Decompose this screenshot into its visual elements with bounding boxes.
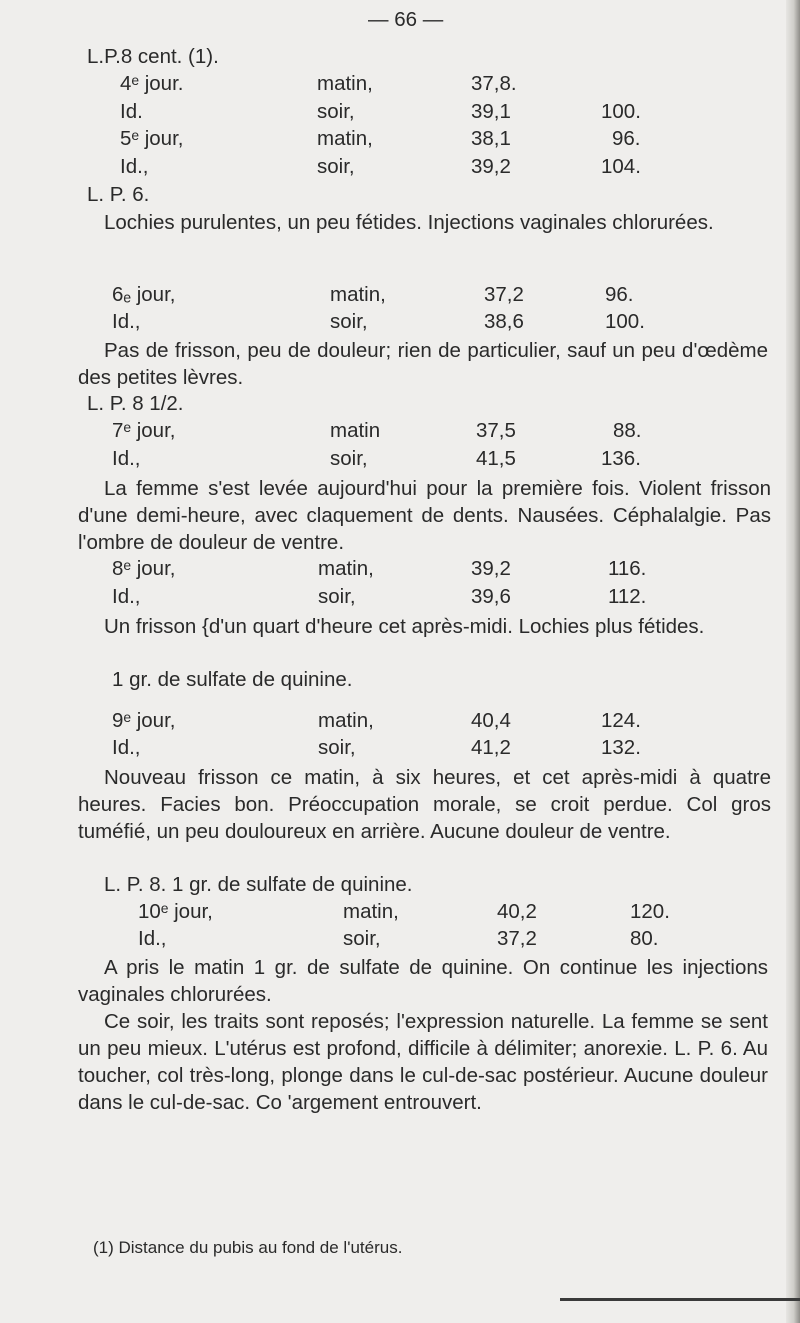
- temp-cell: 39,1: [471, 100, 511, 123]
- temp-cell: 39,2: [471, 155, 511, 178]
- time-cell: matin,: [317, 127, 373, 150]
- day-cell: Id.,: [112, 736, 141, 759]
- temp-cell: 37,2: [484, 283, 524, 306]
- day-cell: 4ᵉ jour.: [120, 72, 184, 95]
- temp-cell: 40,4: [471, 709, 511, 732]
- day-cell: 5ᵉ jour,: [120, 127, 184, 150]
- day-cell: Id.,: [120, 155, 149, 178]
- paragraph: Un frisson {d'un quart d'heure cet après-midi. Lochies plus fétides.: [104, 615, 705, 638]
- temp-cell: 38,6: [484, 310, 524, 333]
- footnote: (1) Distance du pubis au fond de l'utérus.: [93, 1238, 403, 1257]
- temp-cell: 39,2: [471, 557, 511, 580]
- pulse-cell: 116.: [608, 557, 647, 580]
- pulse-cell: 132.: [601, 736, 641, 759]
- time-cell: soir,: [343, 927, 381, 950]
- day-cell: Id.,: [112, 310, 141, 333]
- time-cell: matin,: [318, 557, 374, 580]
- day-cell: Id.,: [112, 585, 141, 608]
- paragraph: Pas de frisson, peu de douleur; rien de particulier, sauf un peu d'œdème des petites lèvres.: [78, 339, 768, 389]
- time-cell: soir,: [318, 585, 356, 608]
- day-cell: 7ᵉ jour,: [112, 419, 176, 442]
- day-cell: 6ₑ jour,: [112, 283, 176, 306]
- day-cell: Id.,: [112, 447, 141, 470]
- paragraph: La femme s'est levée aujourd'hui pour la première fois. Violent frisson d'une demi-heure, avec claquement de dents. Nausées. Céphalalgie. Pas l'ombre de douleur de ventre.: [78, 477, 771, 554]
- bottom-rule: [560, 1298, 800, 1301]
- pulse-cell: 100.: [605, 310, 645, 333]
- paragraph: L. P. 8. 1 gr. de sulfate de quinine.: [104, 873, 413, 896]
- temp-cell: 37,2: [497, 927, 537, 950]
- temp-cell: 38,1: [471, 127, 511, 150]
- paragraph: Lochies purulentes, un peu fétides. Injections vaginales chlorurées.: [104, 211, 714, 234]
- pulse-cell: 96.: [612, 127, 641, 150]
- day-cell: Id.: [120, 100, 143, 123]
- pulse-cell: 96.: [605, 283, 634, 306]
- pulse-cell: 120.: [630, 900, 670, 923]
- time-cell: soir,: [317, 100, 355, 123]
- temp-cell: 39,6: [471, 585, 511, 608]
- time-cell: soir,: [330, 310, 368, 333]
- section-label: L. P. 6.: [87, 183, 150, 206]
- pulse-cell: 80.: [630, 927, 659, 950]
- time-cell: matin: [330, 419, 381, 442]
- section-label: L.P.8 cent. (1).: [87, 45, 219, 68]
- pulse-cell: 88.: [613, 419, 642, 442]
- pulse-cell: 100.: [601, 100, 641, 123]
- section-label: L. P. 8 1/2.: [87, 392, 184, 415]
- pulse-cell: 104.: [601, 155, 641, 178]
- temp-cell: 37,8.: [471, 72, 517, 95]
- pulse-cell: 136.: [601, 447, 641, 470]
- time-cell: soir,: [317, 155, 355, 178]
- time-cell: matin,: [318, 709, 374, 732]
- pulse-cell: 112.: [608, 585, 647, 608]
- page-number: — 66 —: [368, 8, 444, 31]
- paragraph: A pris le matin 1 gr. de sulfate de quinine. On continue les injections vaginales chlorurées.: [78, 956, 768, 1006]
- day-cell: 10ᵉ jour,: [138, 900, 213, 923]
- paragraph: 1 gr. de sulfate de quinine.: [112, 668, 353, 691]
- paragraph: Ce soir, les traits sont reposés; l'expression naturelle. La femme se sent un peu mieux. L'utérus est profond, difficile à délimiter; anorexie. L. P. 6. Au toucher, col très-long, plonge dans le cul-de-sac postérieur. Aucune douleur dans le cul-de-sac. Co 'argement entrouvert.: [78, 1010, 768, 1114]
- time-cell: matin,: [343, 900, 399, 923]
- temp-cell: 41,2: [471, 736, 511, 759]
- page-edge: [786, 0, 800, 1323]
- day-cell: 9ᵉ jour,: [112, 709, 176, 732]
- temp-cell: 41,5: [476, 447, 516, 470]
- time-cell: soir,: [318, 736, 356, 759]
- temp-cell: 40,2: [497, 900, 537, 923]
- day-cell: Id.,: [138, 927, 167, 950]
- paragraph: Nouveau frisson ce matin, à six heures, et cet après-midi à quatre heures. Facies bon. Préoccupation morale, se croit perdue. Col gros tuméfié, un peu douloureux en arrière. Aucune douleur de ventre.: [78, 766, 771, 843]
- temp-cell: 37,5: [476, 419, 516, 442]
- time-cell: matin,: [330, 283, 386, 306]
- pulse-cell: 124.: [601, 709, 641, 732]
- time-cell: matin,: [317, 72, 373, 95]
- day-cell: 8ᵉ jour,: [112, 557, 176, 580]
- time-cell: soir,: [330, 447, 368, 470]
